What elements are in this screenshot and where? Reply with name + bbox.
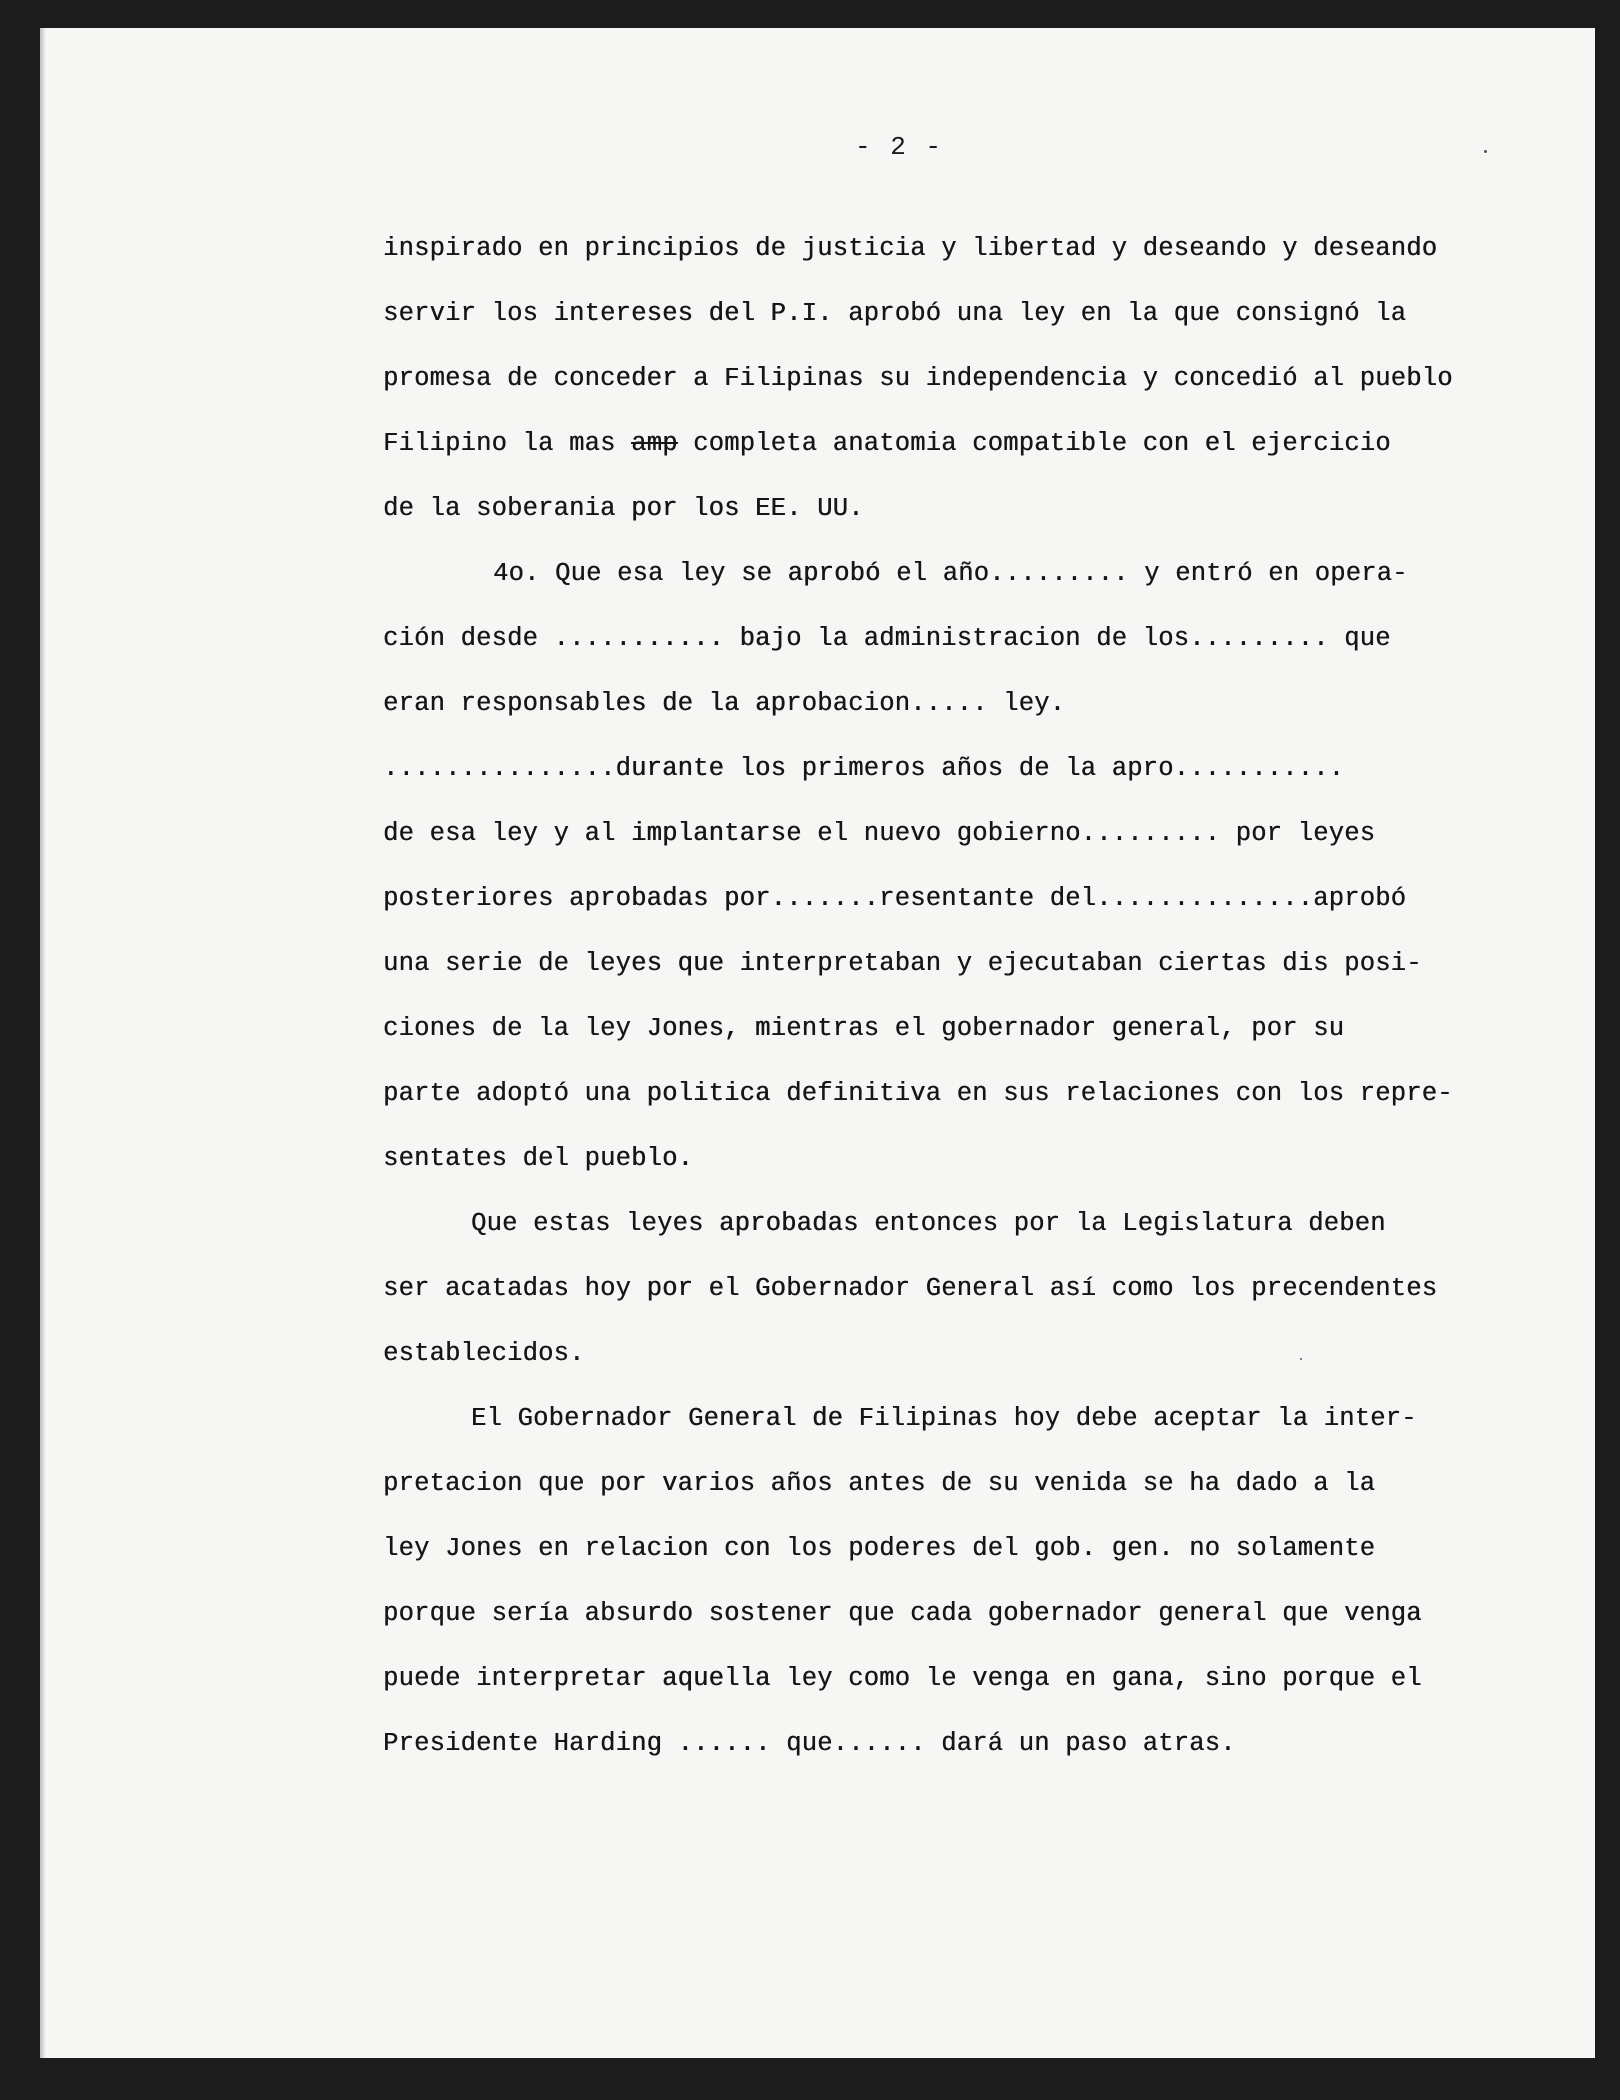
scan-speck <box>1484 150 1487 153</box>
text-line-22: porque sería absurdo sostener que cada gobernador general que venga <box>383 1599 1422 1628</box>
text-line-9: ...............durante los primeros años de la apro........... <box>383 754 1345 783</box>
text-line-21: ley Jones en relacion con los poderes del gob. gen. no solamente <box>383 1534 1376 1563</box>
scan-speck <box>1300 1358 1302 1360</box>
text-line-17: ser acatadas hoy por el Gobernador General así como los precendentes <box>383 1274 1438 1303</box>
text-line-7: ción desde ........... bajo la administracion de los......... que <box>383 624 1391 653</box>
text-line-15: sentates del pueblo. <box>383 1144 694 1173</box>
text-line-4-end: completa anatomia compatible con el ejercicio <box>693 429 1391 458</box>
text-line-6: 4o. Que esa ley se aprobó el año......... y entró en opera- <box>493 559 1408 588</box>
page-number: - 2 - <box>855 132 944 162</box>
text-line-8: eran responsables de la aprobacion..... ley. <box>383 689 1066 718</box>
text-line-11: posteriores aprobadas por.......resentante del..............aprobó <box>383 884 1407 913</box>
text-line-3: promesa de conceder a Filipinas su independencia y concedió al pueblo <box>383 364 1453 393</box>
text-line-14: parte adoptó una politica definitiva en sus relaciones con los repre- <box>383 1079 1453 1108</box>
text-line-5: de la soberania por los EE. UU. <box>383 494 864 523</box>
sheet-edge-shadow <box>40 28 46 2058</box>
text-line-13: ciones de la ley Jones, mientras el gobernador general, por su <box>383 1014 1345 1043</box>
text-line-24: Presidente Harding ...... que...... dará un paso atras. <box>383 1729 1236 1758</box>
text-line-2: servir los intereses del P.I. aprobó una ley en la que consignó la <box>383 299 1407 328</box>
struck-out-word: amp <box>631 429 678 458</box>
text-line-12: una serie de leyes que interpretaban y ejecutaban ciertas dis posi- <box>383 949 1422 978</box>
text-line-4-start: Filipino la mas <box>383 429 616 458</box>
text-line-4 <box>383 429 1391 458</box>
text-line-18: establecidos. <box>383 1339 585 1368</box>
text-line-1: inspirado en principios de justicia y libertad y deseando y deseando <box>383 234 1438 263</box>
text-line-20: pretacion que por varios años antes de su venida se ha dado a la <box>383 1469 1376 1498</box>
text-line-10: de esa ley y al implantarse el nuevo gobierno......... por leyes <box>383 819 1376 848</box>
text-line-16: Que estas leyes aprobadas entonces por la Legislatura deben <box>471 1209 1386 1238</box>
text-line-19: El Gobernador General de Filipinas hoy debe aceptar la inter- <box>471 1404 1417 1433</box>
text-line-23: puede interpretar aquella ley como le venga en gana, sino porque el <box>383 1664 1422 1693</box>
